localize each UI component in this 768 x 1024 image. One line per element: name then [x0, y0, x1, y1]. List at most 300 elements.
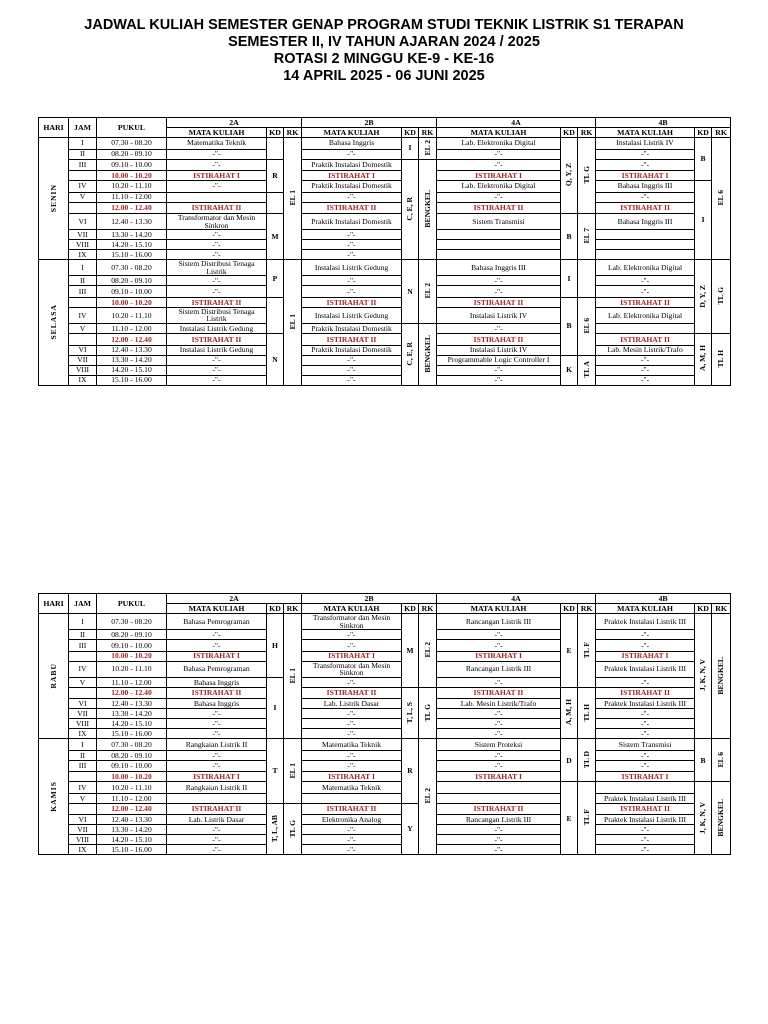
kd-value: E: [566, 645, 572, 655]
kd-2b: [402, 138, 419, 160]
jam-cell: [69, 202, 97, 214]
mata-kuliah-2b: -"-: [302, 230, 402, 240]
mata-kuliah-2a: -"-: [167, 845, 267, 855]
kd-value: B: [566, 321, 572, 331]
kd-4b: [695, 138, 712, 181]
mata-kuliah-4a: -"-: [437, 709, 561, 719]
rk-4a: [578, 782, 596, 855]
mata-kuliah-2a: ISTIRAHAT I: [167, 651, 267, 661]
mata-kuliah-2a: -"-: [167, 240, 267, 250]
kd-value: P: [272, 273, 278, 283]
pukul-cell: 13.30 - 14.20: [97, 230, 167, 240]
header-rk: RK: [578, 128, 596, 138]
mata-kuliah-2a: -"-: [167, 159, 267, 171]
mata-kuliah-2a: [167, 192, 267, 202]
mata-kuliah-4a: -"-: [437, 729, 561, 739]
header-mata-kuliah: MATA KULIAH: [437, 604, 561, 614]
mata-kuliah-2a: Transformator dan Mesin Sinkron: [167, 214, 267, 230]
mata-kuliah-4a: Sistem Transmisi: [437, 214, 561, 230]
mata-kuliah-4a: Bahasa Inggris III: [437, 260, 561, 276]
jam-cell: IX: [69, 250, 97, 260]
rk-2a: [284, 614, 302, 739]
kd-4a: [561, 739, 578, 782]
mata-kuliah-2b: Transformator dan Mesin Sinkron: [302, 661, 402, 677]
pukul-cell: 10.00 - 10.20: [97, 171, 167, 181]
kd-value: N: [407, 286, 413, 296]
header-mata-kuliah: MATA KULIAH: [302, 604, 402, 614]
mata-kuliah-4b: -"-: [596, 719, 695, 729]
mata-kuliah-2a: ISTIRAHAT II: [167, 202, 267, 214]
pukul-cell: 10.20 - 11.10: [97, 307, 167, 323]
kd-4a: [561, 260, 578, 298]
mata-kuliah-4b: -"-: [596, 750, 695, 760]
kd-value: B: [566, 231, 572, 241]
kd-value: Y: [407, 824, 413, 834]
pukul-cell: 11.10 - 12.00: [97, 793, 167, 803]
pukul-cell: 09.10 - 10.00: [97, 640, 167, 652]
rk-value: TL F: [581, 641, 591, 658]
mata-kuliah-2b: -"-: [302, 729, 402, 739]
header-kd: KD: [267, 604, 284, 614]
mata-kuliah-4b: Praktek Instalasi Listrik III: [596, 699, 695, 709]
table-row: [39, 286, 731, 298]
mata-kuliah-4b: ISTIRAHAT I: [596, 171, 695, 181]
header-rk: RK: [578, 604, 596, 614]
kd-4b: [695, 260, 712, 334]
mata-kuliah-4b: -"-: [596, 365, 695, 375]
kd-2a: [267, 260, 284, 298]
kd-value: J, K, N, V: [698, 801, 708, 834]
kd-4b: [695, 334, 712, 386]
mata-kuliah-4a: -"-: [437, 835, 561, 845]
header-class-4a: 4A: [437, 118, 596, 128]
mata-kuliah-4b: Sistem Transmisi: [596, 739, 695, 751]
pukul-cell: 12.40 - 13.30: [97, 699, 167, 709]
jam-cell: VI: [69, 699, 97, 709]
mata-kuliah-4b: -"-: [596, 760, 695, 772]
mata-kuliah-2b: -"-: [302, 276, 402, 286]
rk-value: EL 1: [287, 313, 297, 330]
mata-kuliah-2b: Praktik Instalasi Domestik: [302, 181, 402, 193]
jam-cell: VIII: [69, 719, 97, 729]
mata-kuliah-4a: ISTIRAHAT I: [437, 171, 561, 181]
rk-value: TL G: [287, 819, 297, 838]
mata-kuliah-2a: ISTIRAHAT I: [167, 772, 267, 782]
rk-2a: [284, 803, 302, 855]
table-row: [39, 825, 731, 835]
kd-2a: [267, 192, 284, 214]
rk-value: EL 6: [716, 751, 726, 768]
mata-kuliah-2a: -"-: [167, 640, 267, 652]
rk-4a: [578, 739, 596, 782]
mata-kuliah-2a: -"-: [167, 760, 267, 772]
pukul-cell: 12.00 - 12.40: [97, 202, 167, 214]
table-row: [39, 250, 731, 260]
mata-kuliah-4a: [437, 250, 561, 260]
mata-kuliah-2a: -"-: [167, 630, 267, 640]
pukul-cell: 13.30 - 14.20: [97, 355, 167, 365]
rk-value: EL 1: [287, 667, 297, 684]
jam-cell: V: [69, 324, 97, 334]
mata-kuliah-2b: -"-: [302, 760, 402, 772]
mata-kuliah-2a: Instalasi Listrik Gedung: [167, 345, 267, 355]
pukul-cell: 15.10 - 16.00: [97, 250, 167, 260]
kd-value: E: [566, 813, 572, 823]
rk-value: TL H: [716, 349, 726, 368]
table-row: [39, 260, 731, 276]
pukul-cell: 11.10 - 12.00: [97, 192, 167, 202]
rk-2b: [419, 614, 437, 688]
pukul-cell: 10.00 - 10.20: [97, 651, 167, 661]
mata-kuliah-4a: [437, 230, 561, 240]
mata-kuliah-2b: -"-: [302, 375, 402, 385]
jam-cell: IX: [69, 375, 97, 385]
rk-2b: [419, 159, 437, 260]
rk-4b: [712, 782, 731, 855]
pukul-cell: 07.30 - 08.20: [97, 614, 167, 630]
mata-kuliah-4b: -"-: [596, 729, 695, 739]
mata-kuliah-4a: -"-: [437, 750, 561, 760]
mata-kuliah-4b: -"-: [596, 149, 695, 159]
jam-cell: [69, 772, 97, 782]
mata-kuliah-2b: -"-: [302, 240, 402, 250]
rk-value: EL 7: [581, 228, 591, 244]
jam-cell: [69, 334, 97, 346]
rk-4a: [578, 297, 596, 355]
kd-2a: [267, 297, 284, 333]
table-row: [39, 793, 731, 803]
pukul-cell: 08.20 - 09.10: [97, 630, 167, 640]
kd-value: C, E, R: [405, 196, 415, 221]
rk-value: BENGKEL: [422, 334, 432, 373]
jam-cell: VIII: [69, 835, 97, 845]
jam-cell: V: [69, 793, 97, 803]
mata-kuliah-2b: -"-: [302, 835, 402, 845]
mata-kuliah-2b: -"-: [302, 250, 402, 260]
mata-kuliah-4a: -"-: [437, 159, 561, 171]
pukul-cell: 14.20 - 15.10: [97, 835, 167, 845]
table-row: [39, 138, 731, 150]
mata-kuliah-4a: Lab. Elektronika Digital: [437, 138, 561, 150]
rk-value: TL G: [716, 287, 726, 305]
rk-4b: [712, 138, 731, 260]
header-rk: RK: [419, 604, 437, 614]
rk-value: EL 2: [422, 283, 432, 299]
mata-kuliah-4a: Rancangan Listrik III: [437, 815, 561, 825]
pukul-cell: 10.20 - 11.10: [97, 181, 167, 193]
pukul-cell: 13.30 - 14.20: [97, 709, 167, 719]
table-row: [39, 202, 731, 214]
mata-kuliah-2a: -"-: [167, 149, 267, 159]
kd-value: R: [407, 766, 413, 776]
rk-value: EL 2: [422, 641, 432, 658]
rk-4a: [578, 214, 596, 260]
jam-cell: IX: [69, 845, 97, 855]
mata-kuliah-2b: Instalasi Listrik Gedung: [302, 260, 402, 276]
kd-value: D: [566, 755, 572, 765]
mata-kuliah-4b: -"-: [596, 159, 695, 171]
mata-kuliah-4a: ISTIRAHAT II: [437, 334, 561, 346]
table-row: [39, 699, 731, 709]
table-row: [39, 375, 731, 385]
mata-kuliah-4a: [437, 782, 561, 794]
kd-2a: [267, 614, 284, 678]
pukul-cell: 07.30 - 08.20: [97, 739, 167, 751]
header-kd: KD: [561, 128, 578, 138]
mata-kuliah-2a: -"-: [167, 250, 267, 260]
kd-value: T, L, AB: [270, 814, 280, 842]
mata-kuliah-2a: Sistem Distribusi Tenaga Listrik: [167, 260, 267, 276]
mata-kuliah-4b: -"-: [596, 286, 695, 298]
jam-cell: III: [69, 640, 97, 652]
kd-4b: [695, 181, 712, 260]
table-row: [39, 192, 731, 202]
kd-2b: [402, 803, 419, 855]
mata-kuliah-4a: -"-: [437, 286, 561, 298]
rk-value: BENGKEL: [422, 189, 432, 228]
mata-kuliah-2b: Matematika Teknik: [302, 782, 402, 794]
jam-cell: IV: [69, 782, 97, 794]
header-class-2b: 2B: [302, 594, 437, 604]
table-row: [39, 772, 731, 782]
mata-kuliah-2b: -"-: [302, 192, 402, 202]
table-row: [39, 803, 731, 815]
table-row: [39, 677, 731, 687]
table-row: [39, 149, 731, 159]
kd-value: B: [700, 154, 706, 164]
header-jam: JAM: [69, 118, 97, 138]
mata-kuliah-2a: Rangkaian Listrik II: [167, 739, 267, 751]
day-name: KAMIS: [48, 780, 58, 812]
header-kd: KD: [561, 604, 578, 614]
mata-kuliah-4b: [596, 324, 695, 334]
table-row: [39, 276, 731, 286]
kd-value: Q, Y, Z: [564, 163, 574, 187]
rk-value: TL G: [422, 703, 432, 722]
header-mata-kuliah: MATA KULIAH: [596, 128, 695, 138]
rk-value: BENGKEL: [716, 656, 726, 695]
pukul-cell: 14.20 - 15.10: [97, 719, 167, 729]
pukul-cell: 14.20 - 15.10: [97, 365, 167, 375]
pukul-cell: 12.00 - 12.40: [97, 803, 167, 815]
mata-kuliah-4b: -"-: [596, 375, 695, 385]
title-line-4: 14 APRIL 2025 - 06 JUNI 2025: [283, 68, 485, 84]
mata-kuliah-4a: -"-: [437, 640, 561, 652]
mata-kuliah-2b: Bahasa Inggris: [302, 138, 402, 150]
pukul-cell: 10.00 - 10.20: [97, 297, 167, 307]
mata-kuliah-4b: -"-: [596, 355, 695, 365]
kd-4b: [695, 739, 712, 782]
kd-value: I: [273, 703, 277, 713]
table-row: [39, 214, 731, 230]
mata-kuliah-4b: Praktek Instalasi Listrik III: [596, 793, 695, 803]
header-kd: KD: [402, 604, 419, 614]
mata-kuliah-4b: -"-: [596, 845, 695, 855]
table-row: [39, 739, 731, 751]
title-line-1: JADWAL KULIAH SEMESTER GENAP PROGRAM STUDI TEKNIK LISTRIK S1 TERAPAN: [84, 17, 684, 33]
mata-kuliah-2b: ISTIRAHAT II: [302, 803, 402, 815]
mata-kuliah-2a: -"-: [167, 230, 267, 240]
mata-kuliah-2b: -"-: [302, 825, 402, 835]
rk-2b: [419, 138, 437, 160]
mata-kuliah-2a: -"-: [167, 276, 267, 286]
kd-value: T: [272, 766, 278, 776]
mata-kuliah-4b: ISTIRAHAT II: [596, 297, 695, 307]
rk-2a: [284, 739, 302, 804]
mata-kuliah-2b: Elektronika Analog: [302, 815, 402, 825]
kd-value: N: [272, 354, 278, 364]
mata-kuliah-2a: Bahasa Inggris: [167, 677, 267, 687]
mata-kuliah-2a: -"-: [167, 709, 267, 719]
mata-kuliah-2b: Lab. Listrik Dasar: [302, 699, 402, 709]
mata-kuliah-4a: -"-: [437, 276, 561, 286]
rk-4b: [712, 614, 731, 739]
mata-kuliah-2a: Rangkaian Listrik II: [167, 782, 267, 794]
mata-kuliah-4a: Lab. Mesin Listrik/Trafo: [437, 699, 561, 709]
jam-cell: V: [69, 677, 97, 687]
jam-cell: IV: [69, 661, 97, 677]
rk-4a: [578, 138, 596, 214]
rk-2b: [419, 260, 437, 324]
mata-kuliah-2b: -"-: [302, 355, 402, 365]
table-row: [39, 171, 731, 181]
kd-value: I: [408, 143, 412, 153]
rk-value: TL G: [581, 165, 591, 184]
kd-2b: [402, 614, 419, 688]
header-kd: KD: [402, 128, 419, 138]
header-hari: HARI: [39, 594, 69, 614]
mata-kuliah-2b: -"-: [302, 640, 402, 652]
header-class-2a: 2A: [167, 594, 302, 604]
header-class-4b: 4B: [596, 594, 731, 604]
mata-kuliah-4b: ISTIRAHAT II: [596, 803, 695, 815]
jam-cell: VII: [69, 709, 97, 719]
header-rk: RK: [712, 604, 731, 614]
rk-4a: [578, 614, 596, 688]
jam-cell: I: [69, 260, 97, 276]
pukul-cell: 12.00 - 12.40: [97, 687, 167, 699]
kd-value: T, L, S: [405, 701, 415, 724]
table-row: [39, 307, 731, 323]
kd-value: D, Y, Z: [698, 284, 708, 308]
rk-value: TL F: [581, 809, 591, 826]
mata-kuliah-2a: Bahasa Inggris: [167, 699, 267, 709]
mata-kuliah-2b: Matematika Teknik: [302, 739, 402, 751]
mata-kuliah-4b: [596, 230, 695, 240]
mata-kuliah-4b: Lab. Elektronika Digital: [596, 260, 695, 276]
kd-value: K: [566, 365, 572, 375]
header-hari: HARI: [39, 118, 69, 138]
kd-2b: [402, 324, 419, 386]
pukul-cell: 10.20 - 11.10: [97, 661, 167, 677]
header-class-2a: 2A: [167, 118, 302, 128]
header-mata-kuliah: MATA KULIAH: [302, 128, 402, 138]
mata-kuliah-2a: -"-: [167, 286, 267, 298]
jam-cell: VIII: [69, 240, 97, 250]
kd-4b: [695, 782, 712, 855]
header-mata-kuliah: MATA KULIAH: [167, 128, 267, 138]
mata-kuliah-2b: ISTIRAHAT II: [302, 334, 402, 346]
pukul-cell: 08.20 - 09.10: [97, 276, 167, 286]
table-row: [39, 297, 731, 307]
mata-kuliah-2a: ISTIRAHAT II: [167, 334, 267, 346]
kd-4a: [561, 782, 578, 855]
mata-kuliah-4b: -"-: [596, 192, 695, 202]
pukul-cell: 15.10 - 16.00: [97, 845, 167, 855]
title-line-3: ROTASI 2 MINGGU KE-9 - KE-16: [273, 51, 495, 67]
mata-kuliah-4b: [596, 782, 695, 794]
jam-cell: VIII: [69, 365, 97, 375]
table-row: [39, 614, 731, 630]
pukul-cell: 10.00 - 10.20: [97, 772, 167, 782]
day-label-senin: [39, 138, 69, 260]
jam-cell: [69, 687, 97, 699]
table-row: [39, 159, 731, 171]
mata-kuliah-2b: -"-: [302, 365, 402, 375]
mata-kuliah-4b: [596, 250, 695, 260]
mata-kuliah-4a: -"-: [437, 719, 561, 729]
rk-value: EL 6: [716, 190, 726, 206]
mata-kuliah-2b: [302, 793, 402, 803]
header-rk: RK: [712, 128, 731, 138]
mata-kuliah-4b: -"-: [596, 709, 695, 719]
pukul-cell: 08.20 - 09.10: [97, 750, 167, 760]
header-mata-kuliah: MATA KULIAH: [437, 128, 561, 138]
table-row: [39, 661, 731, 677]
schedule-table-senin-selasa: [38, 117, 731, 386]
jam-cell: IX: [69, 729, 97, 739]
mata-kuliah-4b: -"-: [596, 835, 695, 845]
pukul-cell: 12.40 - 13.30: [97, 214, 167, 230]
kd-2a: [267, 334, 284, 386]
pukul-cell: 13.30 - 14.20: [97, 825, 167, 835]
jam-cell: VII: [69, 825, 97, 835]
mata-kuliah-4b: Instalasi Listrik IV: [596, 138, 695, 150]
mata-kuliah-4b: ISTIRAHAT II: [596, 687, 695, 699]
kd-4a: [561, 687, 578, 739]
header-kd: KD: [695, 128, 712, 138]
kd-2b: [402, 739, 419, 804]
header-mata-kuliah: MATA KULIAH: [167, 604, 267, 614]
mata-kuliah-4b: Lab. Elektronika Digital: [596, 307, 695, 323]
jam-cell: II: [69, 750, 97, 760]
jam-cell: IV: [69, 307, 97, 323]
table-row: [39, 240, 731, 250]
mata-kuliah-4a: -"-: [437, 845, 561, 855]
kd-4a: [561, 214, 578, 260]
table-row: [39, 760, 731, 772]
header-pukul: PUKUL: [97, 118, 167, 138]
jam-cell: III: [69, 760, 97, 772]
mata-kuliah-4a: ISTIRAHAT I: [437, 772, 561, 782]
mata-kuliah-4b: ISTIRAHAT I: [596, 772, 695, 782]
mata-kuliah-2b: ISTIRAHAT I: [302, 651, 402, 661]
pukul-cell: 11.10 - 12.00: [97, 677, 167, 687]
pukul-cell: 14.20 - 15.10: [97, 240, 167, 250]
mata-kuliah-4a: Sistem Proteksi: [437, 739, 561, 751]
mata-kuliah-2b: ISTIRAHAT II: [302, 297, 402, 307]
mata-kuliah-4a: ISTIRAHAT II: [437, 803, 561, 815]
rk-2a: [284, 260, 302, 385]
mata-kuliah-2a: [167, 793, 267, 803]
jam-cell: [69, 171, 97, 181]
kd-2a: [267, 803, 284, 855]
mata-kuliah-2b: ISTIRAHAT II: [302, 687, 402, 699]
document-title: [0, 17, 768, 85]
mata-kuliah-2a: Instalasi Listrik Gedung: [167, 324, 267, 334]
rk-4a: [578, 687, 596, 739]
mata-kuliah-4a: -"-: [437, 677, 561, 687]
